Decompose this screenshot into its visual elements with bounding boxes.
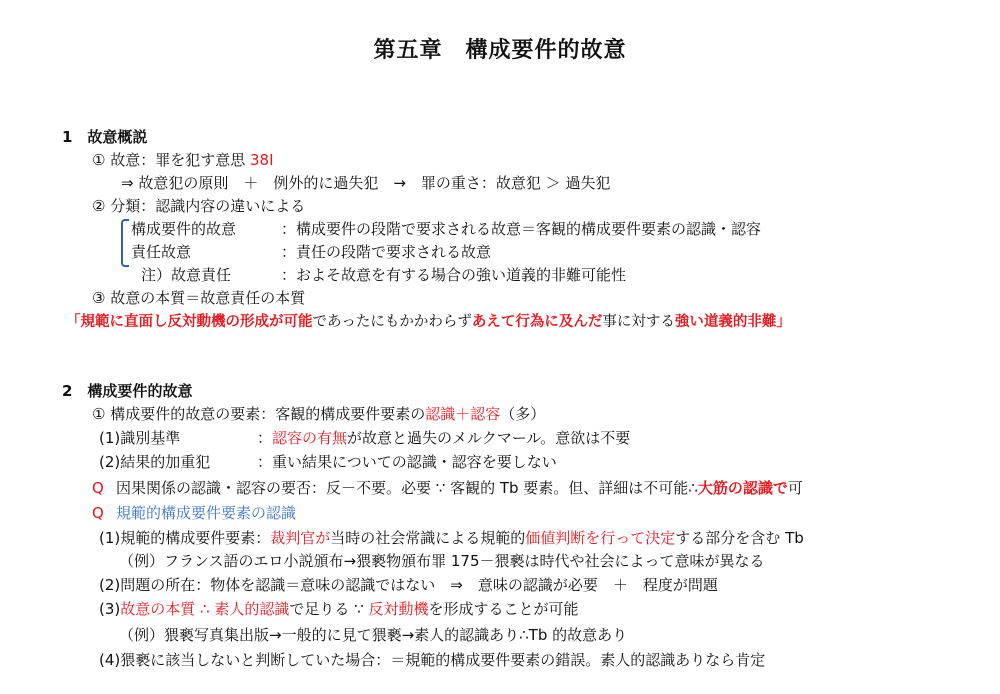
s2-line-1-text: ① 構成要件的故意の要素：客観的構成要件要素の bbox=[92, 405, 426, 423]
s1-line-6-term: 注）故意責任 bbox=[141, 266, 232, 284]
s2-line-9-num: (3) bbox=[99, 600, 121, 618]
s1-line-4 bbox=[131, 219, 761, 239]
s1-line-4-term: 構成要件的故意 bbox=[131, 220, 237, 238]
s2-line-3-definition: ：重い結果についての認識・認容を要しない bbox=[257, 453, 557, 471]
s2-line-3-term: (2)結果的加重犯 bbox=[99, 453, 211, 471]
s1-quote-part-1: 「規範に直面し反対動機の形成が可能 bbox=[66, 314, 313, 330]
s1-quote-part-4: 事に対する bbox=[602, 314, 675, 330]
s1-line-1-article-ref: 38Ⅰ bbox=[250, 151, 274, 169]
s2-line-4-highlight: 大筋の認識で bbox=[697, 479, 788, 497]
s2-line-9-end: を形成することが可能 bbox=[428, 600, 579, 618]
s1-quote-part-3: あえて行為に及んだ bbox=[471, 314, 603, 330]
s2-line-5-q-marker: Q bbox=[92, 504, 104, 522]
s2-line-3 bbox=[99, 452, 557, 472]
classification-bracket bbox=[121, 219, 129, 267]
s2-line-8: (2)問題の所在：物体を認識＝意味の認識ではない ⇒ 意味の認識が必要 ＋ 程度が問題 bbox=[99, 576, 718, 594]
s2-line-2-term: (1)識別基準 bbox=[99, 429, 181, 447]
s2-line-6-term: (1)規範的構成要件要素： bbox=[99, 529, 271, 547]
chapter-title: 第五章 構成要件的故意 bbox=[373, 38, 627, 63]
s2-line-7: （例）フランス語のエロ小説頒布→猥褻物頒布罪 175－猥褻は時代や社会によって意味が異なる bbox=[119, 552, 765, 570]
s2-line-6 bbox=[99, 528, 804, 548]
s1-line-1-text: ① 故意：罪を犯す意思 bbox=[92, 151, 246, 169]
s2-line-4-end: 可 bbox=[787, 479, 803, 497]
s2-line-5 bbox=[92, 503, 296, 523]
s2-line-9 bbox=[99, 599, 578, 619]
s2-line-9-text: で足りる ∵ bbox=[289, 600, 369, 618]
s1-line-7: ③ 故意の本質＝故意責任の本質 bbox=[92, 289, 306, 307]
s1-quote-part-5: 強い道義的非難」 bbox=[674, 314, 791, 330]
s2-line-2-colon: ： bbox=[257, 429, 273, 447]
s2-line-6-highlight-2: 価値判断を行って決定 bbox=[525, 529, 676, 547]
s2-line-1-note: （多） bbox=[500, 405, 546, 423]
s1-line-4-definition: ：構成要件の段階で要求される故意＝客観的構成要件要素の認識・認容 bbox=[281, 220, 762, 238]
s1-line-5-definition: ：責任の段階で要求される故意 bbox=[281, 243, 492, 261]
s2-line-10: （例）猥褻写真集出版→一般的に見て猥褻→素人的認識あり∴Tb 的故意あり bbox=[119, 626, 628, 644]
s1-line-2: ⇒ 故意犯の原則 ＋ 例外的に過失犯 → 罪の重さ：故意犯 ＞ 過失犯 bbox=[121, 174, 611, 192]
section-2-heading: 2 構成要件的故意 bbox=[62, 382, 193, 400]
s2-line-6-end: する部分を含む Tb bbox=[675, 529, 804, 547]
s1-line-5-term: 責任故意 bbox=[131, 243, 192, 261]
s1-line-6 bbox=[141, 265, 626, 285]
s2-line-6-highlight-1: 裁判官が bbox=[270, 529, 331, 547]
s2-line-9-highlight-1: 故意の本質 ∴ 素人的認識 bbox=[120, 600, 290, 618]
section-1-heading: 1 故意概説 bbox=[62, 128, 148, 146]
s2-line-2 bbox=[99, 428, 630, 448]
s1-line-1 bbox=[92, 150, 274, 170]
s1-line-5 bbox=[131, 242, 491, 262]
s1-quote-part-2: であったにもかかわらず bbox=[312, 314, 472, 330]
s2-line-5-text: 規範的構成要件要素の認識 bbox=[116, 504, 297, 522]
s2-line-4-q-marker: Q bbox=[92, 479, 104, 497]
s2-line-2-highlight: 認容の有無 bbox=[272, 429, 348, 447]
s1-quote bbox=[66, 312, 791, 332]
s2-line-4-text: 因果関係の認識・認容の要否：反－不要。必要 ∵ 客観的 Tb 要素。但、詳細は不可能∴ bbox=[116, 479, 698, 497]
s1-line-3: ② 分類：認識内容の違いによる bbox=[92, 197, 306, 215]
s2-line-1 bbox=[92, 404, 545, 424]
s2-line-9-highlight-2: 反対動機 bbox=[368, 600, 429, 618]
s2-line-11: (4)猥褻に該当しないと判断していた場合：＝規範的構成要件要素の錯誤。素人的認識ありなら肯定 bbox=[99, 651, 766, 669]
s1-line-6-definition: ：およそ故意を有する場合の強い道義的非難可能性 bbox=[281, 266, 627, 284]
s2-line-1-highlight: 認識＋認容 bbox=[425, 405, 501, 423]
s2-line-4 bbox=[92, 478, 803, 498]
s2-line-2-rest: が故意と過失のメルクマール。意欲は不要 bbox=[347, 429, 631, 447]
s2-line-6-text: 当時の社会常識による規範的 bbox=[330, 529, 526, 547]
